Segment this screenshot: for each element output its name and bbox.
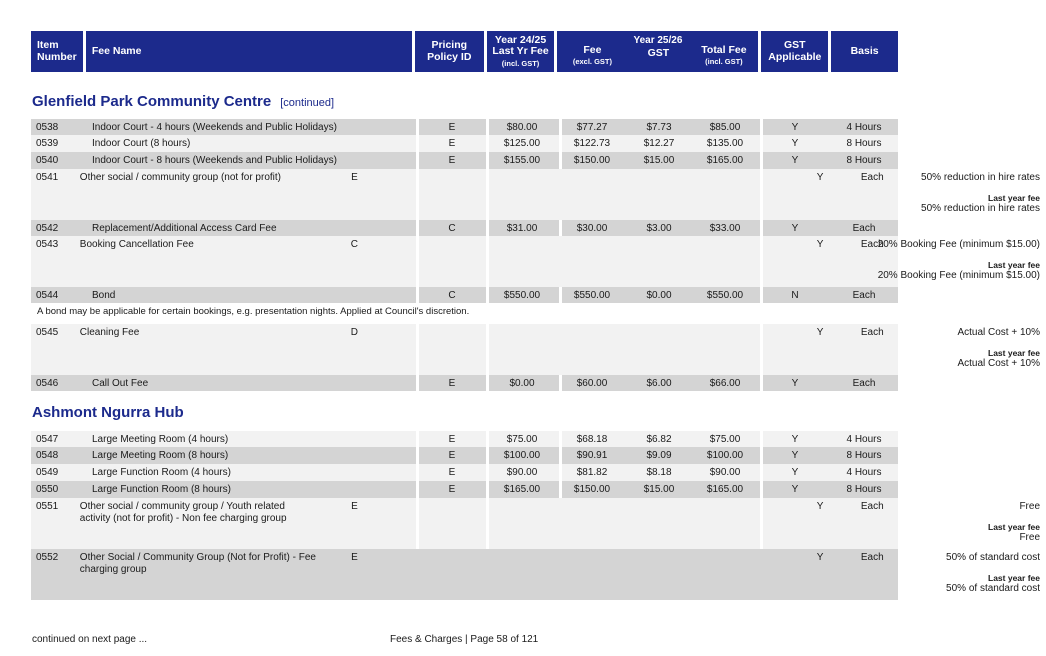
last-year-fee-label: Last year fee (988, 193, 1040, 203)
last-year-fee-label: Last year fee (988, 260, 1040, 270)
header-gst: GST (627, 31, 689, 72)
table-row (31, 236, 1040, 287)
gst-applicable: Y (791, 122, 799, 133)
gst-applicable: N (791, 290, 799, 301)
last-year-fee: $0.00 (509, 378, 535, 389)
total-fee: $33.00 (709, 223, 741, 234)
gst-amount: $9.09 (646, 450, 672, 461)
gst-applicable: Y (791, 223, 799, 234)
table-row (31, 498, 1040, 549)
total-fee: $550.00 (706, 290, 744, 301)
total-fee: $100.00 (706, 450, 744, 461)
pricing-policy: E (448, 138, 456, 149)
last-year-fee: $75.00 (506, 434, 538, 445)
fee-description: Free (1019, 501, 1040, 512)
table-row (31, 481, 898, 498)
fee-name: Replacement/Additional Access Card Fee (92, 223, 277, 234)
fees-table-ashmont (31, 431, 1040, 600)
fee-name: Other Social / Community Group (Not for Profit) - Fee charging group (79, 552, 316, 575)
fee-description: 50% of standard cost (946, 552, 1040, 563)
gst-applicable: Y (816, 327, 824, 338)
section-title-ashmont: Ashmont Ngurra Hub (32, 404, 184, 421)
header-year-2526: Year 25/26 (633, 35, 683, 46)
fee-name: Other social / community group / Youth related activity (not for profit) - Non fee charging group (79, 501, 287, 524)
bond-note: A bond may be applicable for certain bookings, e.g. presentation nights. Applied at Council's discretion. (31, 303, 898, 324)
basis: 4 Hours (846, 434, 882, 445)
item-number: 0548 (36, 450, 59, 461)
item-number: 0547 (36, 434, 59, 445)
pricing-policy: E (351, 172, 358, 183)
fee-description: Actual Cost + 10% (957, 327, 1040, 338)
pricing-policy: E (448, 155, 456, 166)
item-number: 0551 (36, 501, 59, 512)
fee-name: Cleaning Fee (79, 327, 140, 338)
gst-amount: $6.82 (646, 434, 672, 445)
total-fee: $90.00 (709, 467, 741, 478)
gst-amount: $0.00 (646, 290, 672, 301)
last-year-fee: $31.00 (506, 223, 538, 234)
pricing-policy: E (351, 501, 358, 512)
table-row (31, 135, 898, 152)
last-year-fee-value: 50% of standard cost (946, 583, 1040, 594)
gst-applicable: Y (816, 239, 824, 250)
table-row (31, 464, 898, 481)
last-year-fee: $165.00 (503, 484, 541, 495)
item-number: 0538 (36, 122, 59, 133)
continued-footer: continued on next page ... (32, 634, 148, 645)
fee-name: Large Function Room (4 hours) (92, 467, 231, 478)
total-fee: $135.00 (706, 138, 744, 149)
basis: 8 Hours (846, 155, 882, 166)
section-title-glenfield: Glenfield Park Community Centre [continued] (32, 93, 335, 110)
header-gst-applicable: GST Applicable (761, 31, 828, 72)
last-year-fee: $90.00 (506, 467, 538, 478)
last-year-fee-value: Actual Cost + 10% (957, 358, 1040, 369)
last-year-fee: $550.00 (503, 290, 541, 301)
item-number: 0549 (36, 467, 59, 478)
item-number: 0543 (36, 239, 59, 250)
item-number: 0541 (36, 172, 59, 183)
fee-name: Large Function Room (8 hours) (92, 484, 231, 495)
pricing-policy: E (448, 434, 456, 445)
table-row (31, 119, 898, 135)
fee-name: Call Out Fee (92, 378, 149, 389)
last-year-fee: $80.00 (506, 122, 538, 133)
table-row (31, 447, 898, 464)
table-row (31, 375, 898, 391)
fee-excl-gst: $150.00 (573, 484, 611, 495)
gst-applicable: Y (791, 467, 799, 478)
item-number: 0545 (36, 327, 59, 338)
fee-name: Booking Cancellation Fee (79, 239, 194, 250)
header-year-2526-group (557, 31, 758, 72)
basis: Each (860, 239, 884, 250)
item-number: 0539 (36, 138, 59, 149)
header-fee: Fee (excl. GST) (557, 31, 627, 72)
item-number: 0544 (36, 290, 59, 301)
total-fee: $85.00 (709, 122, 741, 133)
fee-excl-gst: $68.18 (576, 434, 608, 445)
fee-description: 50% reduction in hire rates (921, 172, 1040, 183)
item-number: 0552 (36, 552, 59, 563)
gst-applicable: Y (791, 155, 799, 166)
fee-name: Large Meeting Room (4 hours) (92, 434, 229, 445)
pricing-policy: C (350, 239, 359, 250)
pricing-policy: E (448, 484, 456, 495)
gst-applicable: Y (791, 484, 799, 495)
page-number: Fees & Charges | Page 58 of 121 (390, 634, 539, 645)
gst-applicable: Y (791, 138, 799, 149)
total-fee: $66.00 (709, 378, 741, 389)
fee-excl-gst: $30.00 (576, 223, 608, 234)
basis: 8 Hours (846, 138, 882, 149)
basis: Each (852, 223, 876, 234)
pricing-policy: E (448, 467, 456, 478)
gst-applicable: Y (816, 172, 824, 183)
last-year-fee-label: Last year fee (988, 522, 1040, 532)
fee-excl-gst: $60.00 (576, 378, 608, 389)
pricing-policy: E (351, 552, 358, 563)
table-header (31, 31, 898, 72)
pricing-policy: E (448, 450, 456, 461)
gst-applicable: Y (791, 378, 799, 389)
fee-excl-gst: $150.00 (573, 155, 611, 166)
basis: Each (860, 501, 884, 512)
last-year-fee: $155.00 (503, 155, 541, 166)
table-row (31, 549, 1040, 600)
item-number: 0542 (36, 223, 59, 234)
gst-applicable: Y (816, 501, 824, 512)
pricing-policy: C (448, 290, 456, 301)
header-total-fee: Total Fee (incl. GST) (689, 31, 758, 72)
last-year-fee-label: Last year fee (988, 348, 1040, 358)
total-fee: $165.00 (706, 155, 744, 166)
fee-name: Other social / community group (not for profit) (79, 172, 281, 183)
gst-amount: $15.00 (643, 155, 675, 166)
table-row (31, 152, 898, 169)
table-row (31, 220, 898, 236)
last-year-fee-value: 50% reduction in hire rates (921, 203, 1040, 214)
last-year-fee-value: 20% Booking Fee (minimum $15.00) (877, 270, 1040, 281)
header-basis: Basis (831, 31, 898, 72)
item-number: 0550 (36, 484, 59, 495)
fee-description: 20% Booking Fee (minimum $15.00) (877, 239, 1040, 250)
basis: Each (852, 290, 876, 301)
gst-amount: $15.00 (643, 484, 675, 495)
item-number: 0546 (36, 378, 59, 389)
gst-amount: $6.00 (646, 378, 672, 389)
fee-excl-gst: $81.82 (576, 467, 608, 478)
table-row (31, 431, 898, 447)
pricing-policy: E (448, 378, 456, 389)
basis: 8 Hours (846, 484, 882, 495)
gst-applicable: Y (791, 434, 799, 445)
pricing-policy: D (350, 327, 359, 338)
basis: 8 Hours (846, 450, 882, 461)
gst-amount: $12.27 (643, 138, 675, 149)
gst-amount: $7.73 (646, 122, 672, 133)
gst-amount: $3.00 (646, 223, 672, 234)
fees-table-glenfield (31, 119, 1040, 391)
last-year-fee-label: Last year fee (988, 573, 1040, 583)
basis: Each (860, 172, 884, 183)
header-item-number: Item Number (31, 31, 83, 72)
header-pricing-policy: Pricing Policy ID (415, 31, 484, 72)
total-fee: $75.00 (709, 434, 741, 445)
fee-name: Indoor Court - 4 hours (Weekends and Public Holidays) (92, 122, 337, 133)
gst-applicable: Y (816, 552, 824, 563)
item-number: 0540 (36, 155, 59, 166)
header-year-2425: Year 24/25 Last Yr Fee (incl. GST) (487, 31, 555, 72)
table-row (31, 324, 1040, 375)
fee-excl-gst: $550.00 (573, 290, 611, 301)
pricing-policy: E (448, 122, 456, 133)
continued-label: [continued] (280, 97, 335, 109)
fee-name: Indoor Court (8 hours) (92, 138, 191, 149)
table-row (31, 287, 898, 303)
basis: Each (860, 552, 884, 563)
gst-applicable: Y (791, 450, 799, 461)
basis: Each (852, 378, 876, 389)
fee-excl-gst: $90.91 (576, 450, 608, 461)
fee-excl-gst: $77.27 (576, 122, 608, 133)
basis: Each (860, 327, 884, 338)
fee-name: Large Meeting Room (8 hours) (92, 450, 229, 461)
last-year-fee: $100.00 (503, 450, 541, 461)
fee-excl-gst: $122.73 (573, 138, 611, 149)
last-year-fee: $125.00 (503, 138, 541, 149)
fee-name: Indoor Court - 8 hours (Weekends and Public Holidays) (92, 155, 337, 166)
total-fee: $165.00 (706, 484, 744, 495)
fee-name: Bond (92, 290, 116, 301)
basis: 4 Hours (846, 467, 882, 478)
header-fee-name: Fee Name (86, 31, 412, 72)
gst-amount: $8.18 (646, 467, 672, 478)
last-year-fee-value: Free (1019, 532, 1040, 543)
basis: 4 Hours (846, 122, 882, 133)
pricing-policy: C (448, 223, 456, 234)
table-row (31, 169, 1040, 220)
